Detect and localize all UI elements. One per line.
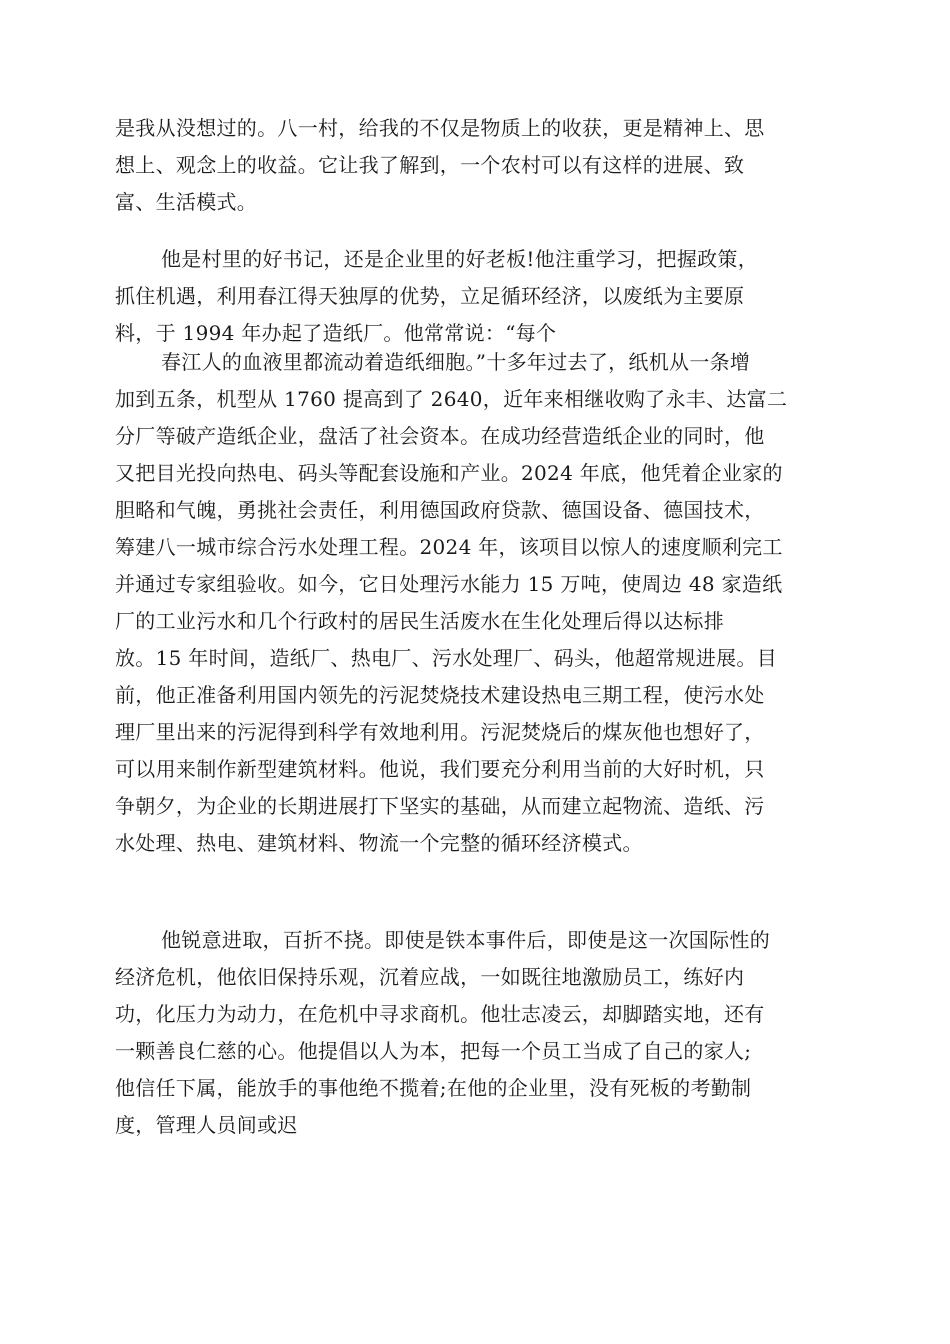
- text-line: 想上、观念上的收益。它让我了解到，一个农村可以有这样的进展、致: [115, 153, 745, 177]
- text-line: 并通过专家组验收。如今，它日处理污水能力 15 万吨，使周边 48 家造纸: [115, 572, 783, 596]
- text-line: 富、生活模式。: [115, 190, 258, 214]
- text-line: 他信任下属，能放手的事他绝不揽着;在他的企业里，没有死板的考勤制: [115, 1076, 752, 1100]
- text-line: 他锐意进取，百折不挠。即使是铁本事件后，即使是这一次国际性的: [161, 928, 770, 952]
- text-line: 度，管理人员间或迟: [115, 1113, 298, 1137]
- text-line: 加到五条，机型从 1760 提高到了 2640，近年来相继收购了永丰、达富二: [115, 387, 788, 411]
- text-line: 理厂里出来的污泥得到科学有效地利用。污泥焚烧后的煤灰他也想好了，: [115, 720, 765, 744]
- text-line: 他是村里的好书记，还是企业里的好老板!他注重学习，把握政策，: [161, 247, 759, 271]
- text-line: 胆略和气魄，勇挑社会责任，利用德国政府贷款、德国设备、德国技术，: [115, 498, 765, 522]
- text-line: 又把目光投向热电、码头等配套设施和产业。2024 年底，他凭着企业家的: [115, 461, 783, 485]
- text-line: 是我从没想过的。八一村，给我的不仅是物质上的收获，更是精神上、思: [115, 116, 765, 140]
- text-line: 春江人的血液里都流动着造纸细胞。”十多年过去了，纸机从一条增: [161, 350, 751, 374]
- text-line: 放。15 年时间，造纸厂、热电厂、污水处理厂、码头，他超常规进展。目: [115, 646, 778, 670]
- text-line: 抓住机遇，利用春江得天独厚的优势，立足循环经济，以废纸为主要原: [115, 284, 745, 308]
- text-line: 前，他正准备利用国内领先的污泥焚烧技术建设热电三期工程，使污水处: [115, 683, 765, 707]
- text-line: 料，于 1994 年办起了造纸厂。他常常说：“每个: [115, 321, 557, 345]
- text-line: 可以用来制作新型建筑材料。他说，我们要充分利用当前的大好时机，只: [115, 757, 765, 781]
- paragraph-4: [115, 922, 835, 1144]
- text-line: 一颗善良仁慈的心。他提倡以人为本，把每一个员工当成了自己的家人;: [115, 1039, 752, 1063]
- paragraph-2: [115, 241, 835, 352]
- text-line: 水处理、热电、建筑材料、物流一个完整的循环经济模式。: [115, 831, 643, 855]
- text-line: 筹建八一城市综合污水处理工程。2024 年，该项目以惊人的速度顺利完工: [115, 535, 783, 559]
- text-line: 功，化压力为动力，在危机中寻求商机。他壮志凌云，却脚踏实地，还有: [115, 1002, 765, 1026]
- text-line: 厂的工业污水和几个行政村的居民生活废水在生化处理后得以达标排: [115, 609, 724, 633]
- text-line: 分厂等破产造纸企业，盘活了社会资本。在成功经营造纸企业的同时，他: [115, 424, 765, 448]
- text-line: 争朝夕，为企业的长期进展打下坚实的基础，从而建立起物流、造纸、污: [115, 794, 765, 818]
- text-line: 经济危机，他依旧保持乐观，沉着应战，一如既往地激励员工，练好内: [115, 965, 745, 989]
- paragraph-3: [115, 344, 835, 862]
- paragraph-1: [115, 110, 835, 221]
